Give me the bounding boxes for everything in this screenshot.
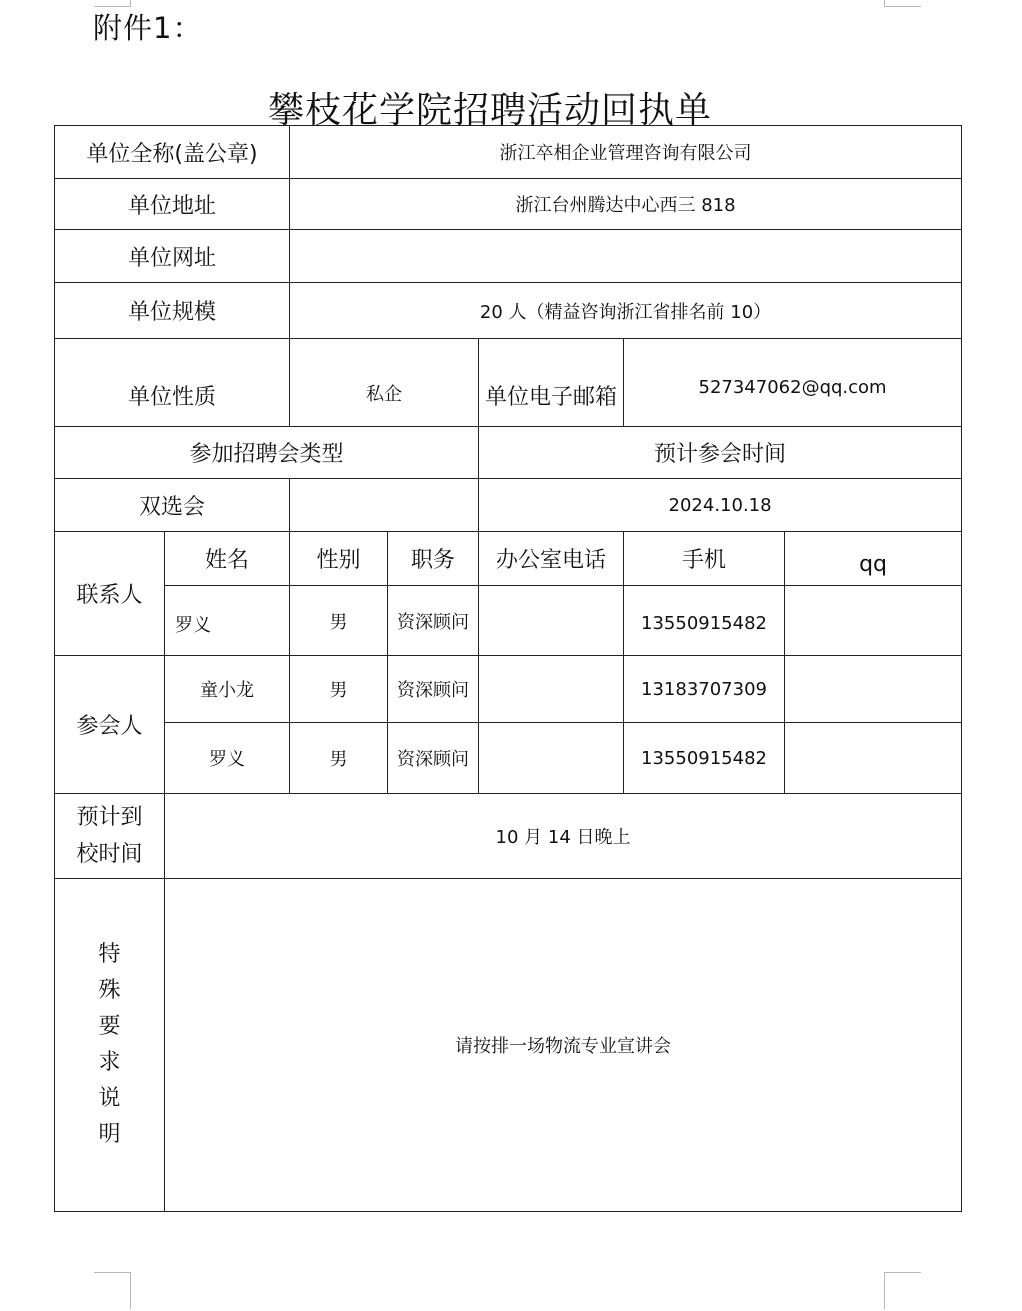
header-gender: 性别 [290,532,388,586]
special-label [55,879,165,1212]
attendee-label: 参会人 [55,656,165,794]
header-name: 姓名 [165,532,290,586]
full-name-value: 浙江卒相企业管理咨询有限公司 [290,126,962,179]
special-label-char: 特 [98,942,121,967]
attendee-2-position: 资深顾问 [388,723,479,794]
row-fair-headers [55,427,962,479]
special-label-char: 殊 [98,978,121,1003]
contact-office-phone [479,586,624,656]
row-full-name [55,126,962,179]
row-arrival [55,794,962,879]
row-fair-values [55,479,962,532]
special-label-char: 明 [98,1122,121,1147]
receipt-form-table [54,125,962,1212]
arrival-label-line-2: 校时间 [76,842,143,867]
crop-mark-bottom-right [884,1272,921,1309]
attendee-1-office-phone [479,656,624,723]
row-address [55,179,962,230]
nature-label: 单位性质 [55,339,290,427]
row-special [55,879,962,1212]
contact-mobile: 13550915482 [624,586,785,656]
scale-label: 单位规模 [55,283,290,339]
attendee-2-mobile: 13550915482 [624,723,785,794]
header-office-phone: 办公室电话 [479,532,624,586]
fair-type-value: 双选会 [55,479,290,532]
arrival-label-line-1: 预计到 [76,805,143,830]
attendee-2-office-phone [479,723,624,794]
address-value: 浙江台州腾达中心西三 818 [290,179,962,230]
crop-mark-bottom-left [94,1272,131,1309]
attendee-2-qq [785,723,962,794]
contact-label: 联系人 [55,532,165,656]
attendee-1-mobile: 13183707309 [624,656,785,723]
row-scale [55,283,962,339]
annex-label: 附件1： [93,11,203,45]
attendee-2-gender: 男 [290,723,388,794]
email-value: 527347062@qq.com [624,339,962,427]
fair-time-value: 2024.10.18 [479,479,962,532]
address-label: 单位地址 [55,179,290,230]
row-website [55,230,962,283]
contact-gender: 男 [290,586,388,656]
special-value: 请按排一场物流专业宣讲会 [165,879,962,1212]
row-contact [55,586,962,656]
page-title: 攀枝花学院招聘活动回执单 [267,90,712,131]
website-label: 单位网址 [55,230,290,283]
header-mobile: 手机 [624,532,785,586]
special-label-char: 要 [98,1014,121,1039]
nature-value: 私企 [290,339,479,427]
attendee-1-gender: 男 [290,656,388,723]
arrival-label [55,794,165,879]
fair-time-label: 预计参会时间 [479,427,962,479]
scale-value: 20 人（精益咨询浙江省排名前 10） [290,283,962,339]
contact-qq [785,586,962,656]
special-label-char: 求 [98,1050,121,1075]
fair-type-label: 参加招聘会类型 [55,427,479,479]
header-position: 职务 [388,532,479,586]
attendee-1-qq [785,656,962,723]
contact-name: 罗义 [165,586,290,656]
attendee-1-name: 童小龙 [165,656,290,723]
fair-type-extra [290,479,479,532]
row-attendee-1 [55,656,962,723]
row-attendee-2 [55,723,962,794]
full-name-label: 单位全称(盖公章) [55,126,290,179]
special-label-char: 说 [98,1086,121,1111]
row-nature-email [55,339,962,427]
arrival-value: 10 月 14 日晚上 [165,794,962,879]
email-label: 单位电子邮箱 [479,339,624,427]
crop-mark-top-right [884,0,921,7]
website-value [290,230,962,283]
attendee-1-position: 资深顾问 [388,656,479,723]
header-qq: qq [785,532,962,586]
attendee-2-name: 罗义 [165,723,290,794]
row-contact-headers [55,532,962,586]
contact-position: 资深顾问 [388,586,479,656]
